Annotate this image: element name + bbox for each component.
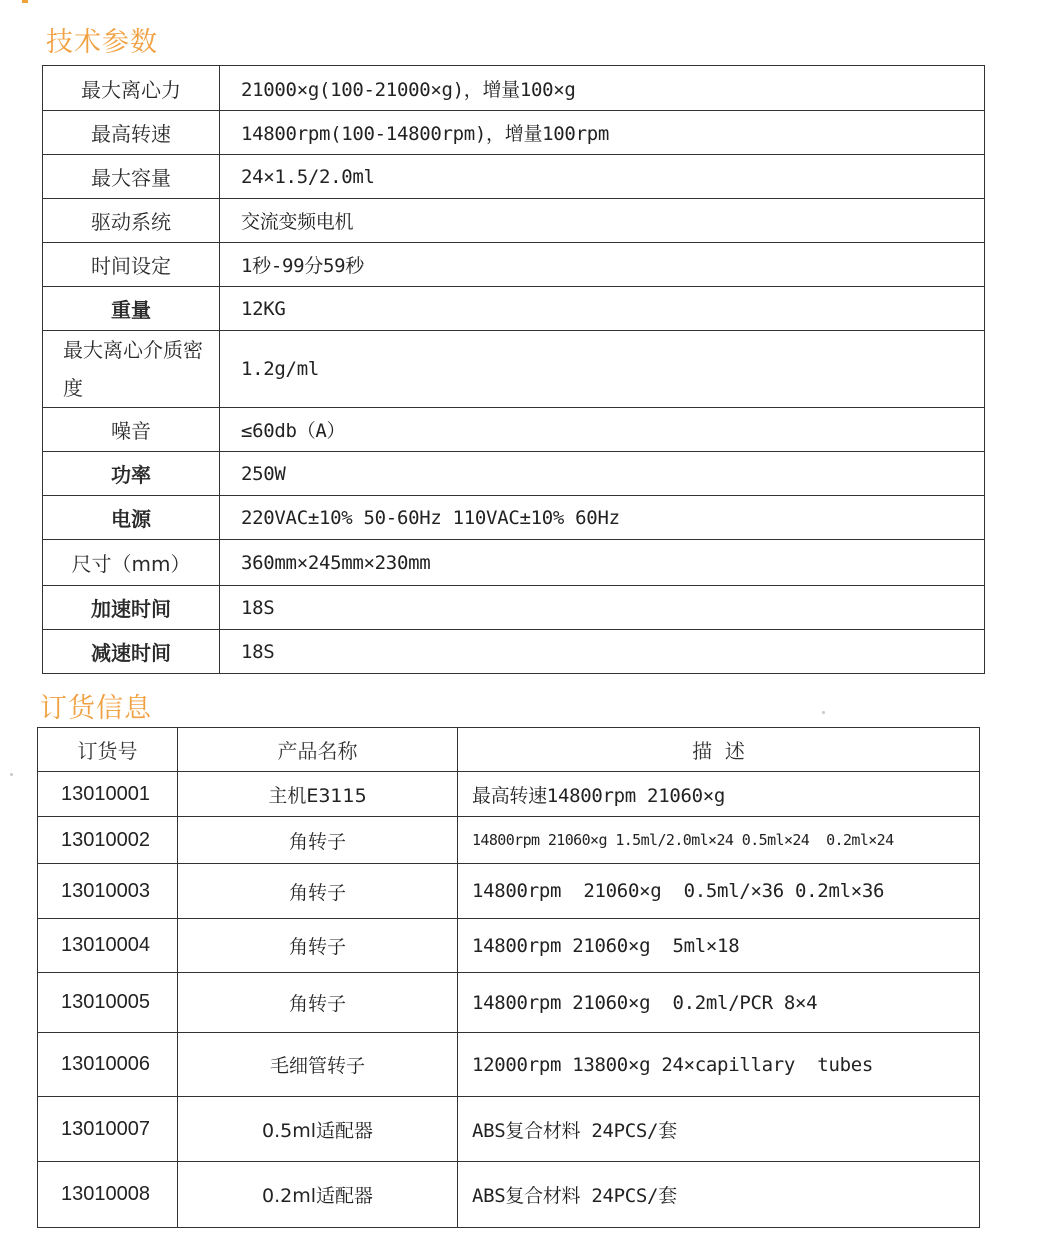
ordering-row: [38, 1033, 980, 1097]
spec-key: 加速时间: [43, 586, 220, 630]
ordering-header-row: [38, 728, 980, 772]
spec-row: [43, 287, 985, 331]
spec-value: 1.2g/ml: [220, 331, 985, 408]
order-code: 13010008: [38, 1162, 178, 1228]
spec-value: 250W: [220, 452, 985, 496]
product-name: 角转子: [178, 864, 458, 919]
spec-row: [43, 199, 985, 243]
spec-key: 重量: [43, 287, 220, 331]
ordering-section-title: 订货信息: [40, 693, 152, 724]
ordering-row: [38, 864, 980, 919]
spec-row: [43, 452, 985, 496]
order-code: 13010004: [38, 919, 178, 973]
product-name: 主机E3115: [178, 772, 458, 817]
spec-key: 尺寸（mm）: [43, 540, 220, 586]
order-code: 13010001: [38, 772, 178, 817]
order-code: 13010007: [38, 1097, 178, 1162]
spec-value: 14800rpm(100-14800rpm)，增量100rpm: [220, 111, 985, 155]
header-description: 描 述: [458, 728, 980, 772]
spec-key: 最大离心介质密度: [43, 331, 220, 408]
spec-key: 噪音: [43, 408, 220, 452]
header-product-name: 产品名称: [178, 728, 458, 772]
product-description: 14800rpm 21060×g 5ml×18: [458, 919, 980, 973]
spec-value: 1秒-99分59秒: [220, 243, 985, 287]
product-name: 角转子: [178, 919, 458, 973]
spec-key: 减速时间: [43, 630, 220, 674]
spec-value: 18S: [220, 630, 985, 674]
spec-row: [43, 586, 985, 630]
product-description: ABS复合材料 24PCS/套: [458, 1097, 980, 1162]
spec-value: 18S: [220, 586, 985, 630]
spec-row: [43, 540, 985, 586]
spec-key: 时间设定: [43, 243, 220, 287]
spec-row: [43, 111, 985, 155]
order-code: 13010003: [38, 864, 178, 919]
ordering-row: [38, 1162, 980, 1228]
spec-value: ≤60db（A）: [220, 408, 985, 452]
spec-key: 最大离心力: [43, 66, 220, 111]
spec-key: 电源: [43, 496, 220, 540]
product-description: 最高转速14800rpm 21060×g: [458, 772, 980, 817]
spec-key: 最大容量: [43, 155, 220, 199]
ordering-table: [37, 727, 980, 1228]
specs-section-title: 技术参数: [46, 27, 158, 58]
spec-value: 12KG: [220, 287, 985, 331]
spec-value: 交流变频电机: [220, 199, 985, 243]
ordering-row: [38, 817, 980, 864]
spec-value: 21000×g(100-21000×g)，增量100×g: [220, 66, 985, 111]
scan-speck: [10, 773, 13, 776]
spec-row: [43, 243, 985, 287]
order-code: 13010002: [38, 817, 178, 864]
order-code: 13010006: [38, 1033, 178, 1097]
product-name: 角转子: [178, 817, 458, 864]
ordering-row: [38, 772, 980, 817]
product-description: 12000rpm 13800×g 24×capillary tubes: [458, 1033, 980, 1097]
product-name: 0.5ml适配器: [178, 1097, 458, 1162]
spec-row: [43, 496, 985, 540]
ordering-row: [38, 919, 980, 973]
spec-row: [43, 66, 985, 111]
header-order-number: 订货号: [38, 728, 178, 772]
scan-speck: [822, 711, 825, 714]
product-description: 14800rpm 21060×g 0.5ml/×36 0.2ml×36: [458, 864, 980, 919]
product-name: 毛细管转子: [178, 1033, 458, 1097]
product-description: 14800rpm 21060×g 1.5ml/2.0ml×24 0.5ml×24 0.2ml×24: [458, 817, 980, 864]
product-name: 0.2ml适配器: [178, 1162, 458, 1228]
order-code: 13010005: [38, 973, 178, 1033]
spec-value: 360mm×245mm×230mm: [220, 540, 985, 586]
product-name: 角转子: [178, 973, 458, 1033]
ordering-row: [38, 973, 980, 1033]
spec-key: 功率: [43, 452, 220, 496]
spec-key: 最高转速: [43, 111, 220, 155]
spec-key: 驱动系统: [43, 199, 220, 243]
product-description: ABS复合材料 24PCS/套: [458, 1162, 980, 1228]
spec-row: [43, 155, 985, 199]
spec-value: 24×1.5/2.0ml: [220, 155, 985, 199]
corner-accent-mark: [22, 0, 28, 3]
specs-table: [42, 65, 985, 674]
spec-row: [43, 331, 985, 408]
spec-row: [43, 630, 985, 674]
product-description: 14800rpm 21060×g 0.2ml/PCR 8×4: [458, 973, 980, 1033]
ordering-row: [38, 1097, 980, 1162]
spec-row: [43, 408, 985, 452]
spec-value: 220VAC±10% 50-60Hz 110VAC±10% 60Hz: [220, 496, 985, 540]
